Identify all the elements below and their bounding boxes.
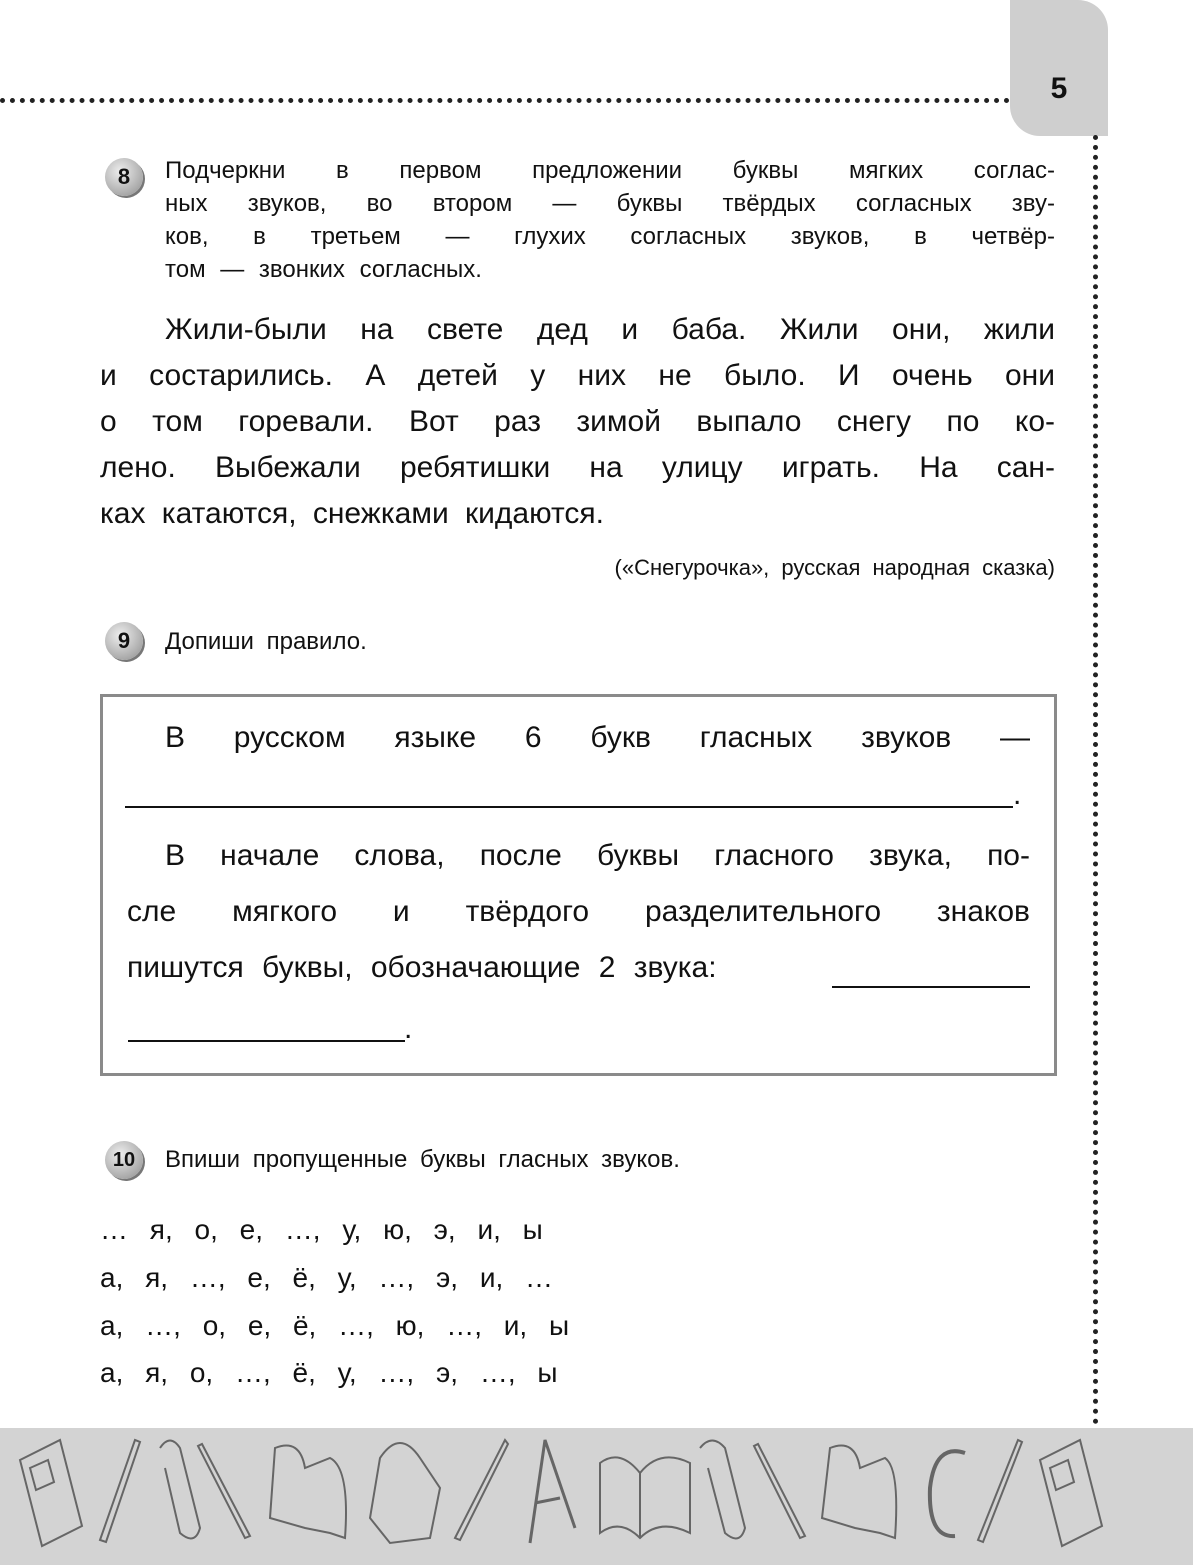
task-instruction-line: ных звуков, во втором — буквы твёрдых согласных зву- (165, 190, 1055, 217)
vowel-row: … я, о, е, …, у, ю, э, и, ы (100, 1214, 543, 1245)
vowel-row: а, я, …, е, ё, у, …, э, и, … (100, 1262, 554, 1293)
notebook-icon (1040, 1440, 1102, 1546)
pencil-icon (100, 1440, 140, 1542)
vowel-row: а, …, о, е, ё, …, ю, …, и, ы (100, 1310, 570, 1341)
task-instruction-line: том — звонких согласных. (165, 256, 482, 283)
rule-period: . (404, 1012, 413, 1045)
paperclip-icon (160, 1441, 200, 1539)
task-instruction-line: Подчеркни в первом предложении буквы мягких соглас- (165, 157, 1055, 184)
page-number: 5 (1050, 72, 1068, 105)
answer-blank[interactable] (128, 1040, 405, 1042)
pencil-icon (198, 1444, 250, 1538)
task-instruction: Допиши правило. (165, 628, 367, 655)
page-number-tab (1010, 0, 1108, 136)
vowel-row: а, я, о, …, ё, у, …, э, …, ы (100, 1357, 558, 1388)
book-icon (600, 1457, 690, 1538)
letter-a-icon (530, 1440, 575, 1543)
rule-period: . (1013, 778, 1022, 811)
story-citation: («Снегурочка», русская народная сказка) (614, 555, 1055, 580)
pencil-icon (754, 1444, 805, 1538)
task-instruction-line: ков, в третьем — глухих согласных звуков, в четвёр- (165, 223, 1055, 250)
rule-line: В начале слова, после буквы гласного звука, по- (165, 839, 1030, 872)
answer-blank[interactable] (125, 806, 1013, 808)
notebook-icon (20, 1440, 82, 1546)
task-number-badge: 9 (105, 622, 143, 660)
backpack-icon (370, 1443, 440, 1543)
pen-icon (455, 1440, 508, 1540)
story-line: Жили-были на свете дед и баба. Жили они, жили (165, 313, 1055, 346)
decorative-footer (0, 1428, 1193, 1565)
rule-line: В русском языке 6 букв гласных звуков — (165, 721, 1030, 754)
story-line: и состарились. А детей у них не было. И очень они (100, 359, 1055, 392)
story-line: о том горевали. Вот раз зимой выпало снегу по ко- (100, 405, 1055, 438)
letter-c-icon (930, 1451, 965, 1536)
top-dotted-rule (0, 98, 1010, 103)
task-number-badge: 10 (105, 1141, 143, 1179)
task-number-badge: 8 (105, 158, 143, 196)
story-line: ках катаются, снежками кидаются. (100, 497, 604, 530)
answer-blank[interactable] (832, 986, 1030, 988)
story-line: лено. Выбежали ребятишки на улицу играть. На сан- (100, 451, 1055, 484)
pen-icon (978, 1440, 1022, 1542)
rule-line: сле мягкого и твёрдого разделительного знаков (127, 895, 1030, 928)
book-icon (270, 1446, 346, 1539)
book-icon (822, 1446, 896, 1539)
paperclip-icon (700, 1441, 745, 1539)
side-dotted-rule (1093, 135, 1098, 1425)
rule-line: пишутся буквы, обозначающие 2 звука: (127, 951, 717, 984)
task-instruction: Впиши пропущенные буквы гласных звуков. (165, 1146, 680, 1173)
